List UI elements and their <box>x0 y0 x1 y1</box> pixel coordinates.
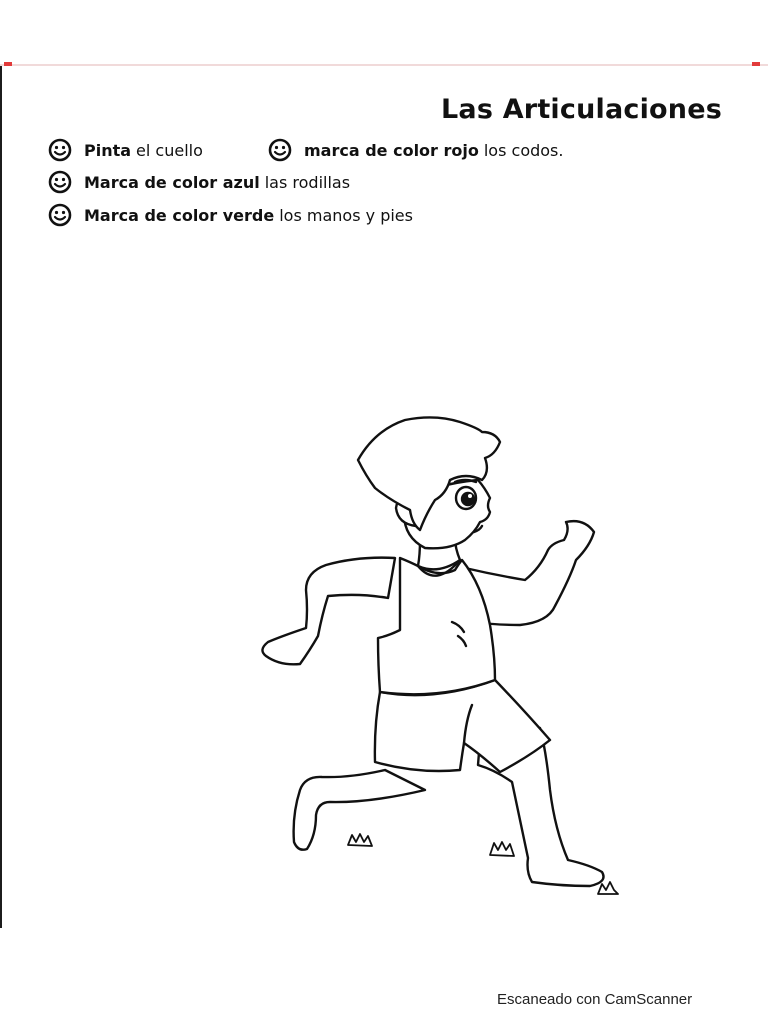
instruction-4-text: los manos y pies <box>279 205 413 225</box>
instruction-1-text: el cuello <box>136 140 203 160</box>
left-corner-mark <box>4 62 12 66</box>
smiley-face-icon <box>48 203 72 227</box>
back-leg <box>294 770 425 850</box>
instruction-3-text: las rodillas <box>264 172 351 192</box>
instruction-2-text: los codos. <box>483 140 564 160</box>
smiley-face-icon <box>268 138 292 162</box>
instruction-2-bold: marca de color rojo <box>304 140 479 160</box>
instruction-3 <box>48 169 350 195</box>
grass-tuft-2 <box>490 842 514 856</box>
grass-tuft-1 <box>348 834 372 846</box>
instruction-3-bold: Marca de color azul <box>84 172 260 192</box>
instruction-4 <box>48 202 413 228</box>
worksheet-title: Las Articulaciones <box>441 94 722 125</box>
back-arm <box>262 558 395 665</box>
running-boy-illustration <box>250 410 620 910</box>
instruction-4-bold: Marca de color verde <box>84 205 275 225</box>
grass-tuft-3 <box>598 882 618 894</box>
smiley-face-icon <box>48 138 72 162</box>
page-left-edge <box>0 66 2 928</box>
instruction-2 <box>268 137 563 163</box>
instruction-1-bold: Pinta <box>84 140 132 160</box>
page-top-border <box>0 64 768 66</box>
smiley-face-icon <box>48 170 72 194</box>
instruction-1 <box>48 137 203 163</box>
right-corner-mark <box>752 62 760 66</box>
camscanner-footer: Escaneado con CamScanner <box>497 991 693 1008</box>
